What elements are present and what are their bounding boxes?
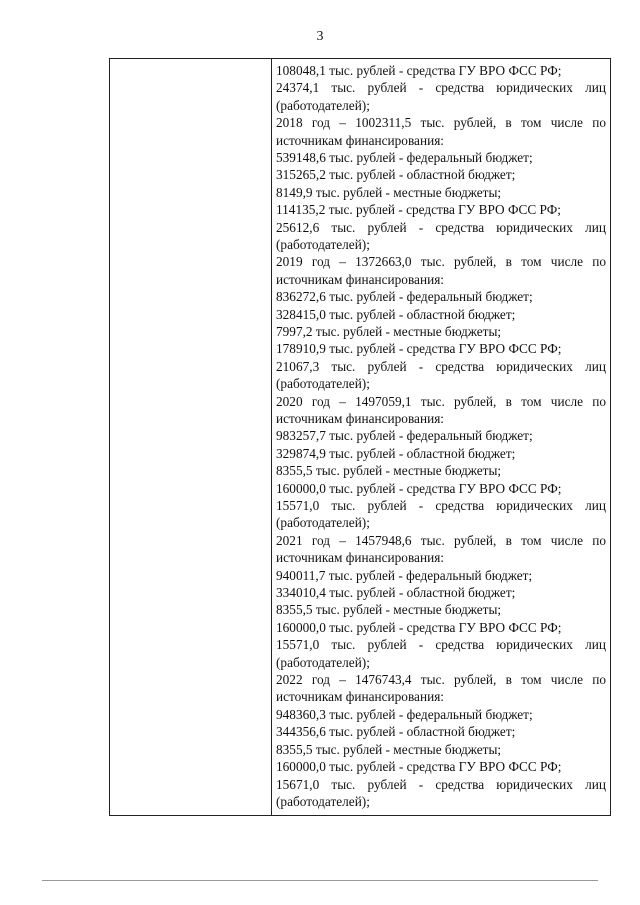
- page-number: 3: [316, 29, 324, 44]
- text-line: (работодателей);: [276, 654, 370, 670]
- text-line: 15671,0 тыс. рублей - средства юридических лиц: [276, 776, 606, 792]
- text-line: (работодателей);: [276, 376, 370, 392]
- document-table: [109, 58, 611, 816]
- table-cell-right: [272, 59, 610, 815]
- text-line: 334010,4 тыс. рублей - областной бюджет;: [276, 585, 516, 601]
- bottom-rule: [42, 880, 598, 881]
- text-line: источникам финансирования:: [276, 132, 445, 148]
- text-line: 539148,6 тыс. рублей - федеральный бюджет;: [276, 150, 533, 165]
- text-line: источникам финансирования:: [276, 689, 445, 705]
- text-line: 940011,7 тыс. рублей - федеральный бюджет;: [276, 567, 533, 583]
- text-line: (работодателей);: [276, 97, 370, 113]
- text-line: 8355,5 тыс. рублей - местные бюджеты;: [276, 463, 502, 479]
- text-line: 21067,3 тыс. рублей - средства юридических лиц: [276, 358, 606, 374]
- text-line: 2022 год – 1476743,4 тыс. рублей, в том числе по: [276, 672, 606, 688]
- text-line: источникам финансирования:: [276, 550, 445, 566]
- text-line: 2020 год – 1497059,1 тыс. рублей, в том числе по: [276, 393, 606, 409]
- text-line: 8149,9 тыс. рублей - местные бюджеты;: [276, 184, 502, 200]
- text-line: 108048,1 тыс. рублей - средства ГУ ВРО ФСС РФ;: [276, 63, 562, 78]
- text-line: 2019 год – 1372663,0 тыс. рублей, в том числе по: [276, 254, 606, 270]
- text-line: 15571,0 тыс. рублей - средства юридических лиц: [276, 637, 606, 653]
- text-line: 2021 год – 1457948,6 тыс. рублей, в том числе по: [276, 532, 606, 548]
- text-line: 7997,2 тыс. рублей - местные бюджеты;: [276, 324, 502, 340]
- text-line: (работодателей);: [276, 237, 370, 253]
- text-line: 8355,5 тыс. рублей - местные бюджеты;: [276, 602, 502, 618]
- text-line: 315265,2 тыс. рублей - областной бюджет;: [276, 167, 516, 183]
- text-line: 948360,3 тыс. рублей - федеральный бюджет;: [276, 706, 533, 722]
- text-line: 24374,1 тыс. рублей - средства юридических лиц: [276, 80, 606, 96]
- text-line: 344356,6 тыс. рублей - областной бюджет;: [276, 724, 516, 740]
- text-line: 160000,0 тыс. рублей - средства ГУ ВРО ФСС РФ;: [276, 619, 562, 635]
- text-line: источникам финансирования:: [276, 271, 445, 287]
- table-cell-left: [110, 59, 272, 815]
- text-line: 160000,0 тыс. рублей - средства ГУ ВРО ФСС РФ;: [276, 759, 562, 775]
- text-line: 25612,6 тыс. рублей - средства юридических лиц: [276, 219, 606, 235]
- text-line: 2018 год – 1002311,5 тыс. рублей, в том числе по: [276, 115, 606, 131]
- text-line: 160000,0 тыс. рублей - средства ГУ ВРО ФСС РФ;: [276, 480, 562, 496]
- text-line: 983257,7 тыс. рублей - федеральный бюджет;: [276, 428, 533, 444]
- text-line: 178910,9 тыс. рублей - средства ГУ ВРО ФСС РФ;: [276, 341, 562, 357]
- text-line: 114135,2 тыс. рублей - средства ГУ ВРО ФСС РФ;: [276, 202, 561, 218]
- text-line: источникам финансирования:: [276, 411, 445, 427]
- text-line: 328415,0 тыс. рублей - областной бюджет;: [276, 306, 516, 322]
- text-line: 329874,9 тыс. рублей - областной бюджет;: [276, 445, 516, 461]
- text-line: 8355,5 тыс. рублей - местные бюджеты;: [276, 741, 502, 757]
- text-line: (работодателей);: [276, 793, 370, 809]
- text-line: 15571,0 тыс. рублей - средства юридических лиц: [276, 498, 606, 514]
- text-line: (работодателей);: [276, 515, 370, 531]
- text-line: 836272,6 тыс. рублей - федеральный бюджет;: [276, 289, 533, 305]
